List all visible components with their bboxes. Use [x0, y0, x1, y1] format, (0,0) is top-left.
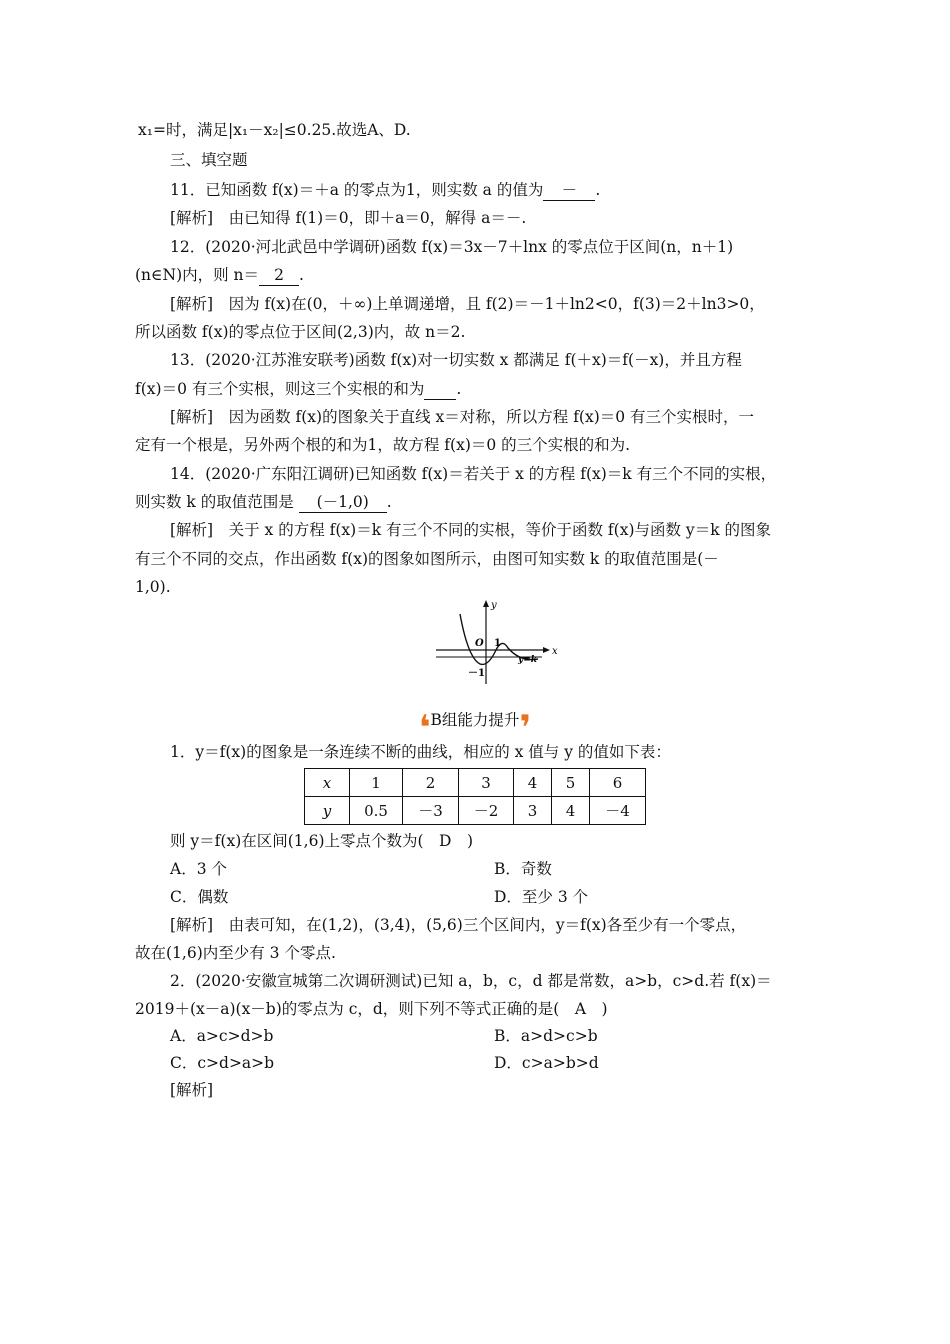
analysis-14-line1: [解析] 关于 x 的方程 f(x)＝k 有三个不同的实根，等价于函数 f(x)与函数 y＝k 的图象 — [170, 521, 772, 539]
b-question-2-line1: 2．(2020·安徽宣城第二次调研测试)已知 a，b，c，d 都是常数，a>b，c>d.若 f(x)＝ — [170, 972, 772, 990]
open-quote-icon: ❛ — [418, 708, 431, 748]
analysis-11: [解析] 由已知得 f(1)＝0，即＋a＝0，解得 a＝－. — [170, 209, 527, 227]
section-b-heading — [0, 708, 950, 748]
b-question-2-line2: 2019＋(x－a)(x－b)的零点为 c，d，则下列不等式正确的是( A ) — [135, 1000, 608, 1018]
option-a: A．3 个 — [170, 860, 227, 878]
analysis-14-line2: 有三个不同的交点，作出函数 f(x)的图象如图所示，由图可知实数 k 的取值范围是(－ — [135, 550, 719, 568]
question-14-line1: 14．(2020·广东阳江调研)已知函数 f(x)＝若关于 x 的方程 f(x)＝k 有三个不同的实根， — [170, 465, 777, 483]
table-cell: 4 — [514, 769, 552, 797]
table-cell: 5 — [552, 769, 590, 797]
tick-label-1: 1 — [494, 638, 501, 649]
analysis-13-line1: [解析] 因为函数 f(x)的图象关于直线 x＝对称，所以方程 f(x)＝0 有三个实根时，一 — [170, 408, 755, 426]
question-11: 11．已知函数 f(x)＝＋a 的零点为1，则实数 a 的值为 － . — [170, 181, 601, 199]
analysis-14-line3: 1,0). — [135, 578, 171, 596]
question-14-answer: (－1,0) — [299, 492, 387, 513]
question-13-line1: 13．(2020·江苏淮安联考)函数 f(x)对一切实数 x 都满足 f(＋x)＝f(－x)，并且方程 — [170, 351, 742, 369]
x-axis-label: x — [552, 646, 558, 657]
table-cell: －3 — [403, 797, 459, 825]
y-axis-label: y — [491, 600, 497, 611]
table-cell: 1 — [350, 769, 403, 797]
question-14-line2: 则实数 k 的取值范围是 (－1,0) . — [135, 493, 392, 511]
option-d: D．至少 3 个 — [494, 888, 589, 906]
table-cell: －2 — [459, 797, 514, 825]
table-row — [305, 797, 646, 825]
option-b: B．奇数 — [494, 860, 552, 878]
table-cell: 2 — [403, 769, 459, 797]
question-12-line2: (n∈N)内，则 n＝ 2 . — [135, 266, 304, 284]
b2-option-d: D．c>a>b>d — [494, 1054, 599, 1072]
function-graph-figure — [430, 596, 560, 688]
table-cell: 3 — [459, 769, 514, 797]
origin-label: O — [475, 638, 484, 649]
table-row — [305, 769, 646, 797]
line-label-yk: y=k — [518, 655, 538, 665]
question-11-text: 11．已知函数 f(x)＝＋a 的零点为1，则实数 a 的值为 — [170, 181, 544, 199]
question-13-line2: f(x)＝0 有三个实根，则这三个实根的和为 . — [135, 380, 462, 398]
tick-label-neg1: －1 — [468, 668, 485, 679]
question-12-answer: 2 — [259, 265, 299, 286]
question-13-text: f(x)＝0 有三个实根，则这三个实根的和为 — [135, 380, 425, 398]
line-conclusion: x₁=时，满足|x₁－x₂|≤0.25.故选A、D. — [138, 121, 411, 139]
question-12-text: (n∈N)内，则 n＝ — [135, 266, 260, 284]
analysis-12-line2: 所以函数 f(x)的零点位于区间(2,3)内，故 n＝2. — [135, 323, 466, 341]
table-cell: 0.5 — [350, 797, 403, 825]
section-b-title: B组能力提升 — [430, 711, 520, 729]
b-analysis-1-line1: [解析] 由表可知，在(1,2)，(3,4)，(5,6)三个区间内，y＝f(x)各至少有一个零点， — [170, 916, 747, 934]
question-14-text: 则实数 k 的取值范围是 — [135, 493, 294, 511]
b2-option-c: C．c>d>a>b — [170, 1054, 275, 1072]
table-cell: x — [305, 769, 350, 797]
b-analysis-1-line2: 故在(1,6)内至少有 3 个零点. — [135, 944, 336, 962]
b-analysis-2: [解析] — [170, 1081, 214, 1099]
table-cell: －4 — [590, 797, 646, 825]
b-question-1: 1．y＝f(x)的图象是一条连续不断的曲线，相应的 x 值与 y 的值如下表： — [170, 743, 671, 761]
section-heading-fill-in: 三、填空题 — [170, 151, 248, 169]
table-cell: y — [305, 797, 350, 825]
value-table — [304, 768, 646, 825]
table-cell: 6 — [590, 769, 646, 797]
b2-option-a: A．a>c>d>b — [170, 1027, 274, 1045]
option-c: C．偶数 — [170, 888, 229, 906]
close-quote-icon: ❜ — [519, 708, 532, 748]
question-11-answer: － — [543, 180, 595, 201]
question-12-line1: 12．(2020·河北武邑中学调研)函数 f(x)＝3x－7＋lnx 的零点位于区间(n，n＋1) — [170, 238, 734, 256]
b-question-1-stem: 则 y＝f(x)在区间(1,6)上零点个数为( D ) — [170, 832, 474, 850]
analysis-13-line2: 定有一个根是，另外两个根的和为1，故方程 f(x)＝0 的三个实根的和为. — [135, 436, 631, 454]
analysis-12-line1: [解析] 因为 f(x)在(0，＋∞)上单调递增，且 f(2)＝－1＋ln2<0，f(3)＝2＋ln3>0， — [170, 295, 765, 313]
table-cell: 4 — [552, 797, 590, 825]
table-cell: 3 — [514, 797, 552, 825]
question-13-blank — [424, 379, 456, 400]
b2-option-b: B．a>d>c>b — [494, 1027, 598, 1045]
